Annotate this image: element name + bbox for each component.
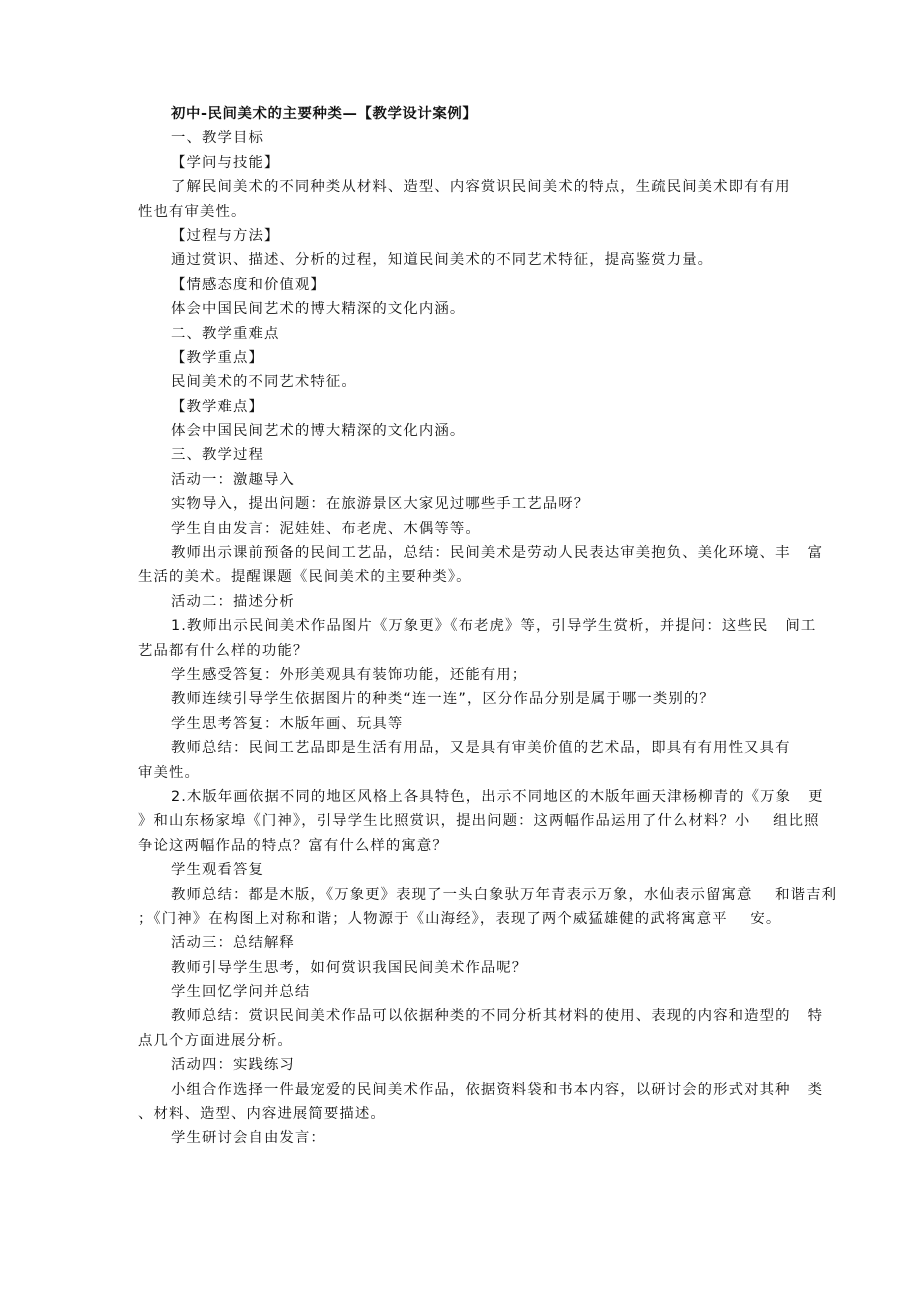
paragraph-line: 教师出示课前预备的民间工艺品，总结：民间美术是劳动人民表达审美抱负、美化环境、丰 富 bbox=[171, 545, 824, 562]
activity-heading: 活动一：激趣导入 bbox=[171, 471, 295, 488]
paragraph-line: 小组合作选择一件最宠爱的民间美术作品，依据资料袋和书本内容，以研讨会的形式对其种 类 bbox=[171, 1081, 824, 1098]
paragraph-line: 》和山东杨家埠《门神》，引导学生比照赏识，提出问题：这两幅作品运用了什么材料？小 组比照 bbox=[138, 813, 820, 830]
activity-heading: 活动三：总结解释 bbox=[171, 935, 295, 952]
paragraph-line: 艺品都有什么样的功能？ bbox=[138, 642, 309, 659]
paragraph-line: 2.木版年画依据不同的地区风格上各具特色，出示不同地区的木版年画天津杨柳青的《万象 更 bbox=[171, 788, 824, 805]
paragraph-line: 体会中国民间艺术的博大精深的文化内涵。 bbox=[171, 423, 466, 440]
paragraph-line: 生活的美术。提醒课题《民间美术的主要种类》。 bbox=[138, 569, 472, 586]
paragraph-line: 教师总结：都是木版，《万象更》表现了一头白象驮万年青表示万象，水仙表示留寓意 和谐吉利 bbox=[171, 886, 838, 903]
paragraph-line: 学生自由发言：泥娃娃、布老虎、木偶等等。 bbox=[171, 520, 481, 537]
paragraph-line: 、材料、造型、内容进展简要描述。 bbox=[138, 1106, 386, 1123]
section-heading: 二、教学重难点 bbox=[171, 325, 280, 342]
document-title: 初中-民间美术的主要种类—【教学设计案例】 bbox=[171, 106, 478, 122]
subheading: 【学问与技能】 bbox=[171, 154, 280, 171]
subheading: 【教学重点】 bbox=[171, 349, 264, 366]
paragraph-line: 教师连续引导学生依据图片的种类“连一连”，区分作品分别是属于哪一类别的？ bbox=[171, 691, 715, 708]
paragraph-line: 通过赏识、描述、分析的过程，知道民间美术的不同艺术特征，提高鉴赏力量。 bbox=[171, 252, 714, 269]
paragraph-line: 学生回忆学问并总结 bbox=[171, 984, 311, 1001]
paragraph-line: 了解民间美术的不同种类从材料、造型、内容赏识民间美术的特点，生疏民间美术即有有用 bbox=[171, 179, 791, 196]
paragraph-line: 学生思考答复：木版年画、玩具等 bbox=[171, 715, 404, 732]
paragraph-line: 教师总结：民间工艺品即是生活有用品，又是具有审美价值的艺术品，即具有有用性又具有 bbox=[171, 740, 791, 757]
paragraph-line: 性也有审美性。 bbox=[138, 203, 247, 220]
paragraph-line: 体会中国民间艺术的博大精深的文化内涵。 bbox=[171, 301, 466, 318]
subheading: 【过程与方法】 bbox=[171, 227, 280, 244]
section-heading: 一、教学目标 bbox=[171, 130, 264, 147]
activity-heading: 活动二：描述分析 bbox=[171, 593, 295, 610]
paragraph-line: 1.教师出示民间美术作品图片《万象更》《布老虎》等，引导学生赏析，并提问：这些民 间工 bbox=[171, 618, 817, 635]
paragraph-line: 教师引导学生思考，如何赏识我国民间美术作品呢？ bbox=[171, 959, 528, 976]
paragraph-line: 学生感受答复：外形美观具有装饰功能，还能有用； bbox=[171, 666, 528, 683]
subheading: 【情感态度和价值观】 bbox=[171, 276, 326, 293]
paragraph-line: 实物导入，提出问题：在旅游景区大家见过哪些手工艺品呀？ bbox=[171, 496, 590, 513]
paragraph-line: ；《门神》在构图上对称和谐；人物源于《山海经》，表现了两个威猛雄健的武将寓意平 安。 bbox=[138, 910, 782, 927]
paragraph-line: 学生研讨会自由发言： bbox=[171, 1130, 326, 1147]
paragraph-line: 学生观看答复 bbox=[171, 862, 264, 879]
activity-heading: 活动四：实践练习 bbox=[171, 1057, 295, 1074]
paragraph-line: 审美性。 bbox=[138, 764, 200, 781]
paragraph-line: 教师总结：赏识民间美术作品可以依据种类的不同分析其材料的使用、表现的内容和造型的 特 bbox=[171, 1008, 824, 1025]
paragraph-line: 争论这两幅作品的特点？富有什么样的寓意？ bbox=[138, 837, 448, 854]
section-heading: 三、教学过程 bbox=[171, 447, 264, 464]
paragraph-line: 点几个方面进展分析。 bbox=[138, 1032, 293, 1049]
subheading: 【教学难点】 bbox=[171, 398, 264, 415]
paragraph-line: 民间美术的不同艺术特征。 bbox=[171, 374, 357, 391]
document-page bbox=[138, 102, 838, 1151]
